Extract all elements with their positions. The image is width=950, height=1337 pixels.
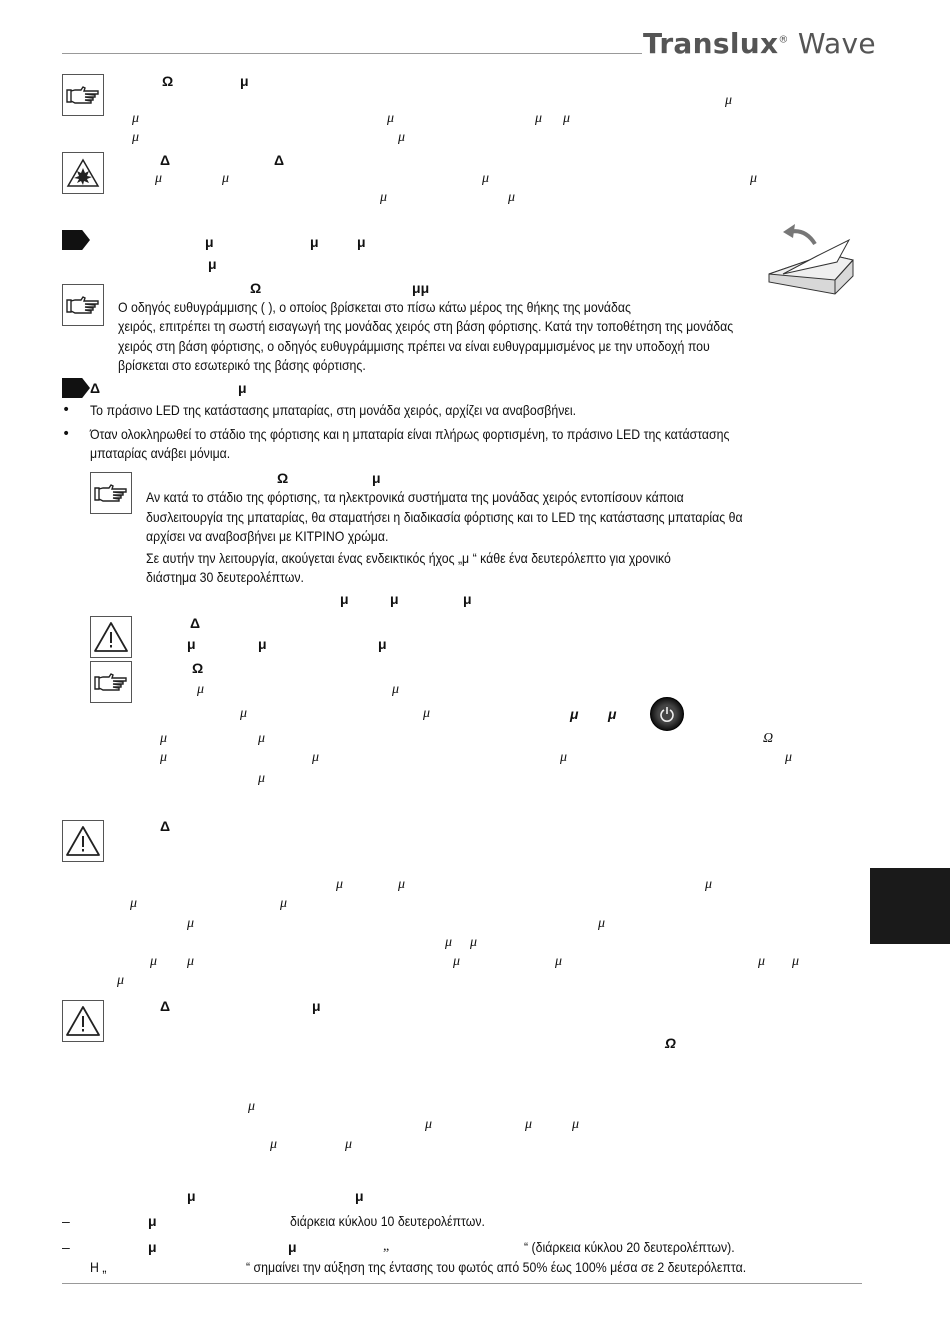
warning-triangle-icon <box>62 820 104 862</box>
fragment: Δ <box>90 380 101 396</box>
fragment: μ <box>312 750 320 765</box>
fragment: μ <box>345 1137 353 1152</box>
fragment: Ω <box>665 1035 676 1051</box>
fragment: μ <box>357 234 366 250</box>
fragment: μ <box>340 591 349 607</box>
bullet-text: μπαταρίας ανάβει μόνιμα. <box>90 445 231 461</box>
section-marker <box>62 230 90 250</box>
fragment: μ <box>425 1117 433 1132</box>
fragment: μ <box>598 916 606 931</box>
fragment: μ <box>572 1117 580 1132</box>
fragment: μ <box>248 1099 256 1114</box>
fragment: μ <box>445 935 453 950</box>
fragment: μ <box>270 1137 278 1152</box>
fragment: μ <box>758 954 766 969</box>
fragment: μ <box>463 591 472 607</box>
alignment-guide-text: Ο οδηγός ευθυγράμμισης ( ), ο οποίος βρίσκεται στο πίσω κάτω μέρος της θήκης της μονάδας <box>118 299 631 315</box>
fragment: μ <box>258 771 266 786</box>
fragment: μ <box>423 706 431 721</box>
note-text: Αν κατά το στάδιο της φόρτισης, τα ηλεκτρονικά συστήματα της μονάδας χειρός εντοπίσουν κάποια <box>146 489 684 505</box>
warning-triangle-icon <box>62 1000 104 1042</box>
alignment-guide-text: βρίσκεται στο εσωτερικό της βάσης φόρτισης. <box>118 357 366 373</box>
cycle-explanation-text: “ σημαίνει την αύξηση της έντασης του φωτός από 50% έως 100% μέσα σε 2 δευτερόλεπτα. <box>246 1259 747 1275</box>
fragment: μ <box>570 706 579 722</box>
alignment-guide-text: χειρός, επιτρέπει τη σωστή εισαγωγή της μονάδας χειρός στη βάση φόρτισης. Κατά την τοποθέτηση της μονάδας <box>118 318 734 334</box>
power-button-icon <box>650 697 684 731</box>
brand-product: Wave <box>797 27 876 60</box>
fragment: μ <box>470 935 478 950</box>
fragment: μ <box>132 130 140 145</box>
note-text: διάστημα 30 δευτερολέπτων. <box>146 569 304 585</box>
fragment: μ <box>453 954 461 969</box>
fragment: μ <box>705 877 713 892</box>
fragment: μ <box>160 731 168 746</box>
fragment: μ <box>148 1239 157 1255</box>
fragment: μ <box>160 750 168 765</box>
fragment: μ <box>258 731 266 746</box>
fragment: μ <box>355 1188 364 1204</box>
footer-rule <box>62 1283 862 1284</box>
fragment: μ <box>525 1117 533 1132</box>
fragment: Δ <box>190 615 201 631</box>
header-rule <box>62 53 642 54</box>
fragment: μ <box>380 190 388 205</box>
cycle-duration-text: διάρκεια κύκλου 10 δευτερολέπτων. <box>290 1213 485 1229</box>
brand-logo <box>643 27 876 60</box>
fragment: μ <box>390 591 399 607</box>
fragment: μ <box>187 636 196 652</box>
fragment: μ <box>258 636 267 652</box>
note-text: δυσλειτουργία της μπαταρίας, θα σταματήσει η διαδικασία φόρτισης και το LED της κατάστασης μπαταρίας θα <box>146 509 743 525</box>
alignment-guide-text: χειρός στη βάση φόρτισης, ο οδηγός ευθυγράμμισης πρέπει να είναι ευθυγραμμισμένος με την υποδοχή που <box>118 338 710 354</box>
cycle-explanation-start: Η „ <box>90 1259 107 1275</box>
fragment: μ <box>750 171 758 186</box>
pointing-hand-icon <box>62 284 104 326</box>
fragment: Δ <box>160 998 171 1014</box>
pointing-hand-icon <box>90 472 132 514</box>
fragment: μ <box>155 171 163 186</box>
fragment: μ <box>792 954 800 969</box>
charger-insertion-illustration <box>765 222 857 296</box>
fragment: μ <box>398 877 406 892</box>
fragment: μ <box>238 380 247 396</box>
fragment: μ <box>222 171 230 186</box>
fragment: μ <box>336 877 344 892</box>
fragment: Δ <box>160 152 171 168</box>
cycle-duration-text: “ (διάρκεια κύκλου 20 δευτερολέπτων). <box>524 1239 735 1255</box>
brand-registered-mark: ® <box>778 34 789 46</box>
fragment: μ <box>150 954 158 969</box>
fragment: μ <box>130 896 138 911</box>
fragment: μ <box>725 93 733 108</box>
fragment: μ <box>310 234 319 250</box>
fragment: „ <box>383 1239 390 1254</box>
fragment: μ <box>288 1239 297 1255</box>
explosion-hazard-icon <box>62 152 104 194</box>
section-marker <box>62 378 90 398</box>
fragment: Δ <box>160 818 171 834</box>
fragment: μ <box>187 954 195 969</box>
fragment: μ <box>387 111 395 126</box>
fragment: μ <box>187 1188 196 1204</box>
fragment: μ <box>312 998 321 1014</box>
fragment: μ <box>280 896 288 911</box>
fragment: μ <box>785 750 793 765</box>
fragment: μ <box>535 111 543 126</box>
fragment: Δ <box>274 152 285 168</box>
fragment: μ <box>555 954 563 969</box>
fragment: μ <box>482 171 490 186</box>
bullet-icon: • <box>62 402 71 418</box>
fragment: μ <box>378 636 387 652</box>
fragment: Ω <box>277 470 289 486</box>
warning-triangle-icon <box>90 616 132 658</box>
fragment: μ <box>372 470 381 486</box>
fragment: μ <box>560 750 568 765</box>
dash-icon: – <box>62 1213 70 1229</box>
fragment: μ <box>508 190 516 205</box>
fragment: μ <box>240 706 248 721</box>
fragment: μ <box>563 111 571 126</box>
fragment: μ <box>197 682 205 697</box>
chapter-tab <box>870 868 950 944</box>
note-text: Σε αυτήν την λειτουργία, ακούγεται ένας ενδεικτικός ήχος „μ “ κάθε ένα δευτερόλεπτο για χρονικό <box>146 550 671 566</box>
fragment: Ω <box>250 280 262 296</box>
pointing-hand-icon <box>90 661 132 703</box>
bullet-text: Το πράσινο LED της κατάστασης μπαταρίας, στη μονάδα χειρός, αρχίζει να αναβοσβήνει. <box>90 402 577 418</box>
fragment: μ <box>187 916 195 931</box>
fragment: μ <box>117 973 125 988</box>
fragment: μ <box>392 682 400 697</box>
fragment: μ <box>398 130 406 145</box>
fragment: μμ <box>412 280 430 296</box>
brand-name: Translux <box>643 27 779 60</box>
bullet-text: Όταν ολοκληρωθεί το στάδιο της φόρτισης και η μπαταρία είναι πλήρως φορτισμένη, το πράσινο LED της κατάστασης <box>90 426 730 442</box>
note-text: αρχίσει να αναβοσβήνει με ΚΙΤΡΙΝΟ χρώμα. <box>146 528 389 544</box>
dash-icon: – <box>62 1239 70 1255</box>
fragment: Ω <box>162 73 174 89</box>
fragment: Ω <box>763 731 774 746</box>
fragment: μ <box>208 256 217 272</box>
fragment: μ <box>148 1213 157 1229</box>
fragment: μ <box>240 73 249 89</box>
bullet-icon: • <box>62 426 71 442</box>
fragment: μ <box>205 234 214 250</box>
fragment: Ω <box>192 660 204 676</box>
pointing-hand-icon <box>62 74 104 116</box>
fragment: μ <box>132 111 140 126</box>
fragment: μ <box>608 706 617 722</box>
